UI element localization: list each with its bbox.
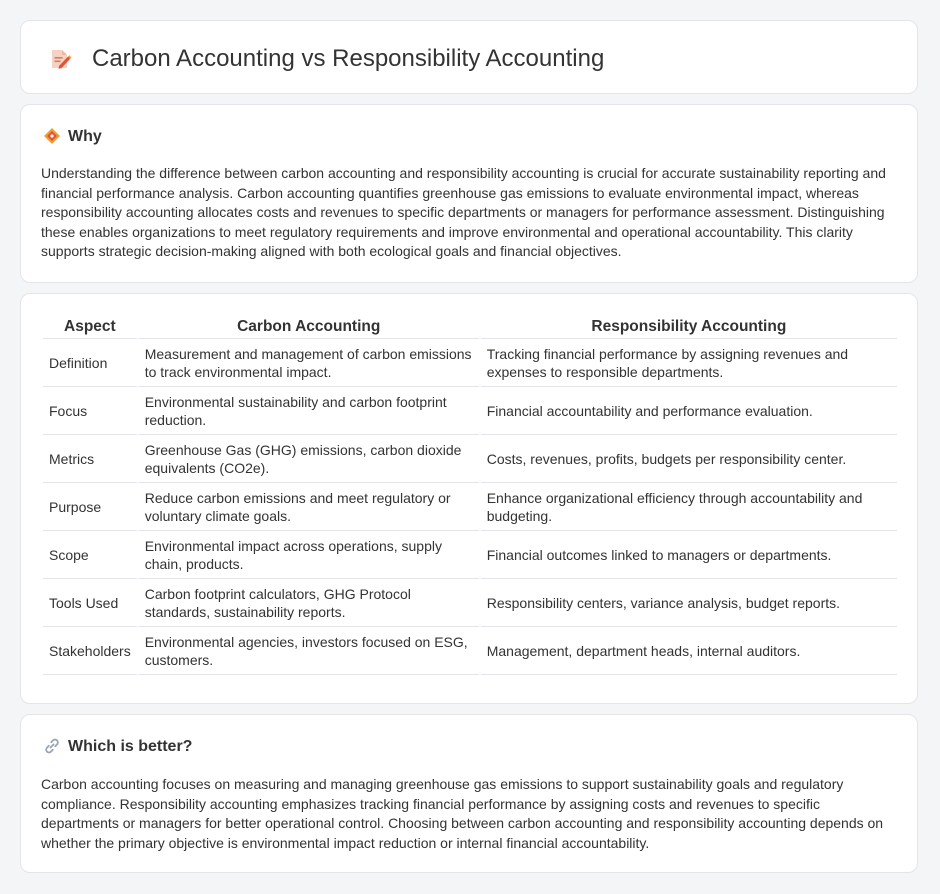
table-row	[43, 483, 897, 531]
table-header-row	[43, 315, 897, 339]
header-card	[20, 20, 918, 94]
table-row	[43, 531, 897, 579]
better-body: Carbon accounting focuses on measuring and managing greenhouse gas emissions to support sustainability goals and regulatory compliance. Responsibility accounting emphasizes tracking financial performance by assigning costs and revenues to specific departments or managers for better operational control. Choosing between carbon accounting and responsibility accounting depends on whether the primary objective is environmental impact reduction or internal financial accountability.	[41, 776, 884, 851]
responsibility-cell: Management, department heads, internal auditors.	[481, 627, 897, 675]
responsibility-cell: Costs, revenues, profits, budgets per responsibility center.	[481, 435, 897, 483]
aspect-cell: Definition	[43, 339, 137, 387]
diamond-icon	[43, 127, 61, 145]
which-is-better-section	[20, 714, 918, 873]
carbon-cell: Environmental sustainability and carbon footprint reduction.	[139, 387, 479, 435]
why-body: Understanding the difference between carbon accounting and responsibility accounting is crucial for accurate sustainability reporting and financial performance analysis. Carbon accounting quantifies greenhouse gas emissions to evaluate environmental impact, whereas responsibility accounting allocates costs and revenues to specific departments or managers for performance assessment. Distinguishing these enables organizations to meet regulatory requirements and improve environmental and operational accountability. This clarity supports strategic decision-making aligned with both ecological goals and financial objectives.	[41, 165, 886, 260]
aspect-cell: Metrics	[43, 435, 137, 483]
page-title: Carbon Accounting vs Responsibility Accounting	[92, 45, 605, 72]
carbon-cell: Greenhouse Gas (GHG) emissions, carbon dioxide equivalents (CO2e).	[139, 435, 479, 483]
aspect-cell: Scope	[43, 531, 137, 579]
header-responsibility-accounting: Responsibility Accounting	[481, 315, 897, 339]
carbon-cell: Environmental agencies, investors focused on ESG, customers.	[139, 627, 479, 675]
comparison-table-card	[20, 293, 918, 704]
table-row	[43, 627, 897, 675]
table-row	[43, 339, 897, 387]
header-aspect: Aspect	[43, 315, 137, 339]
why-title: Why	[68, 128, 102, 145]
table-row	[43, 435, 897, 483]
better-title: Which is better?	[68, 738, 193, 755]
link-icon	[43, 737, 61, 755]
responsibility-cell: Financial accountability and performance evaluation.	[481, 387, 897, 435]
table-row	[43, 387, 897, 435]
carbon-cell: Environmental impact across operations, supply chain, products.	[139, 531, 479, 579]
comparison-table	[41, 315, 899, 675]
aspect-cell: Tools Used	[43, 579, 137, 627]
document-edit-icon	[48, 47, 72, 71]
responsibility-cell: Tracking financial performance by assigning revenues and expenses to responsible departments.	[481, 339, 897, 387]
carbon-cell: Reduce carbon emissions and meet regulatory or voluntary climate goals.	[139, 483, 479, 531]
aspect-cell: Focus	[43, 387, 137, 435]
aspect-cell: Stakeholders	[43, 627, 137, 675]
aspect-cell: Purpose	[43, 483, 137, 531]
carbon-cell: Carbon footprint calculators, GHG Protocol standards, sustainability reports.	[139, 579, 479, 627]
why-section	[20, 104, 918, 283]
responsibility-cell: Financial outcomes linked to managers or departments.	[481, 531, 897, 579]
table-row	[43, 579, 897, 627]
responsibility-cell: Enhance organizational efficiency through accountability and budgeting.	[481, 483, 897, 531]
carbon-cell: Measurement and management of carbon emissions to track environmental impact.	[139, 339, 479, 387]
header-carbon-accounting: Carbon Accounting	[139, 315, 479, 339]
responsibility-cell: Responsibility centers, variance analysis, budget reports.	[481, 579, 897, 627]
